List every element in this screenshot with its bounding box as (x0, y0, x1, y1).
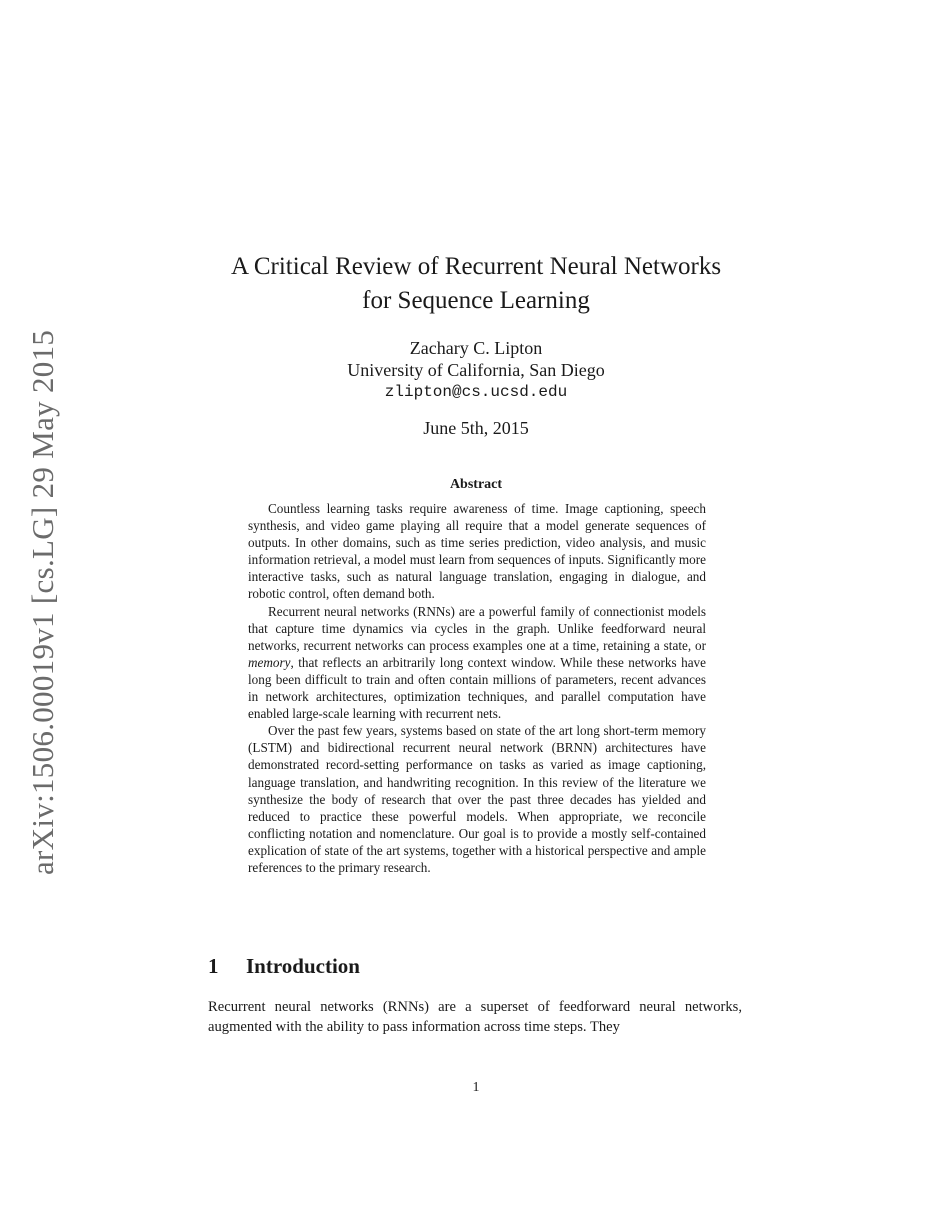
author-affiliation: University of California, San Diego (347, 360, 605, 380)
abstract-paragraph (248, 603, 706, 723)
abstract-body (248, 500, 706, 876)
page-number: 1 (472, 1080, 480, 1095)
paper-title (150, 250, 802, 318)
abstract-paragraph: Over the past few years, systems based on state of the art long short-term memory (LSTM) and bidirectional recurrent neural network (BRNN) architectures have demonstrated record-setting performance on tasks as varied as image captioning, language translation, and handwriting recognition. In this review of the literature we synthesize the body of research that over the past three decades has yielded and reduced to practice these powerful models. When appropriate, we reconcile conflicting notation and nomenclature. Our goal is to provide a mostly self-contained explication of state of the art systems, together with a historical perspective and ample references to the primary research. (248, 723, 706, 875)
abstract-paragraph: Countless learning tasks require awareness of time. Image captioning, speech synthesis, and video game playing all require that a model generate sequences of outputs. In other domains, such as time series prediction, video analysis, and music information retrieval, a model must learn from sequences of inputs. Significantly more interactive tasks, such as natural language translation, engaging in dialogue, and robotic control, often demand both. (248, 501, 706, 602)
section-heading (208, 954, 360, 979)
intro-body (208, 997, 742, 1037)
arxiv-side-stamp (20, 320, 66, 875)
arxiv-identifier: arXiv:1506.00019v1 [cs.LG] 29 May 2015 (25, 329, 60, 875)
abstract-heading: Abstract (449, 477, 503, 492)
author-email: zlipton@cs.ucsd.edu (384, 383, 568, 401)
intro-paragraph: Recurrent neural networks (RNNs) are a superset of feedforward neural networks, augmented with the ability to pass information across time steps. They (208, 999, 742, 1035)
title-line-2: for Sequence Learning (362, 287, 590, 314)
title-line-1: A Critical Review of Recurrent Neural Networks (230, 253, 722, 280)
section-title: Introduction (246, 954, 360, 978)
emphasized-term: memory (248, 654, 291, 670)
abstract-paragraph-text: Recurrent neural networks (RNNs) are a powerful family of connectionist models that capture time dynamics via cycles in the graph. Unlike feedforward neural networks, recurrent networks can process examples one at a time, retaining a state, or memory, that reflects an arbitrarily long context window. While these networks have long been difficult to train and often contain millions of parameters, recent advances in network architectures, optimization techniques, and parallel computation have enabled large-scale learning with recurrent nets. (248, 603, 706, 722)
author-block (276, 337, 676, 403)
paper-date: June 5th, 2015 (423, 418, 529, 438)
section-number: 1 (208, 954, 219, 978)
author-name: Zachary C. Lipton (409, 338, 543, 358)
